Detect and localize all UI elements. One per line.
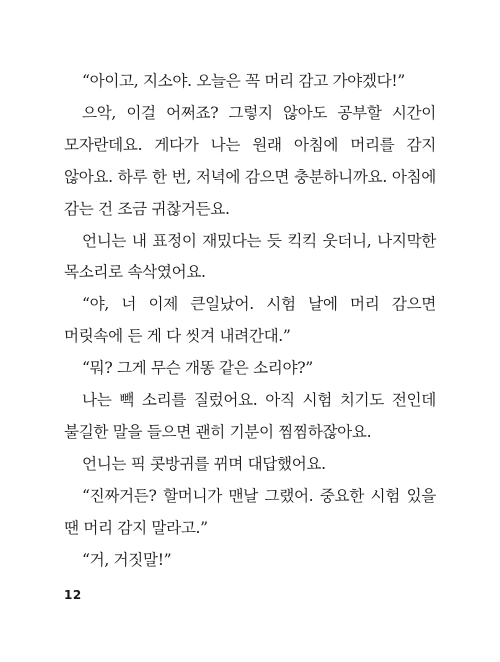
paragraph-2: 으악, 이걸 어쩌죠? 그렇지 않아도 공부할 시간이 모자란데요. 게다가 나는 원래 아침에 머리를 감지 않아요. 하루 한 번, 저녁에 감으면 충분하니까요. 아침에 감는 건 조금 귀찮거든요. bbox=[64, 103, 436, 218]
paragraph-3: 언니는 내 표정이 재밌다는 듯 킥킥 웃더니, 나지막한 목소리로 속삭였어요. bbox=[64, 231, 436, 282]
paragraph-1: “아이고, 지소야. 오늘은 꼭 머리 감고 가야겠다!” bbox=[82, 72, 405, 90]
paragraph-4: “야, 너 이제 큰일났어. 시험 날에 머리 감으면 머릿속에 든 게 다 씻겨 내려간대.” bbox=[64, 295, 436, 346]
paragraph-7: 언니는 픽 콧방귀를 뀌며 대답했어요. bbox=[82, 454, 326, 473]
paragraph-9: “거, 거짓말!” bbox=[82, 550, 172, 569]
page-number: 12 bbox=[64, 588, 82, 602]
body-text bbox=[64, 66, 436, 577]
paragraph-5: “뭐? 그게 무슨 개똥 같은 소리야?” bbox=[82, 359, 313, 378]
paragraph-6: 나는 빽 소리를 질렀어요. 아직 시험 치기도 전인데 불길한 말을 들으면 괜히 기분이 찜찜하잖아요. bbox=[64, 391, 436, 441]
paragraph-8: “진짜거든? 할머니가 맨날 그랬어. 중요한 시험 있을 땐 머리 감지 말라고.” bbox=[64, 486, 436, 537]
